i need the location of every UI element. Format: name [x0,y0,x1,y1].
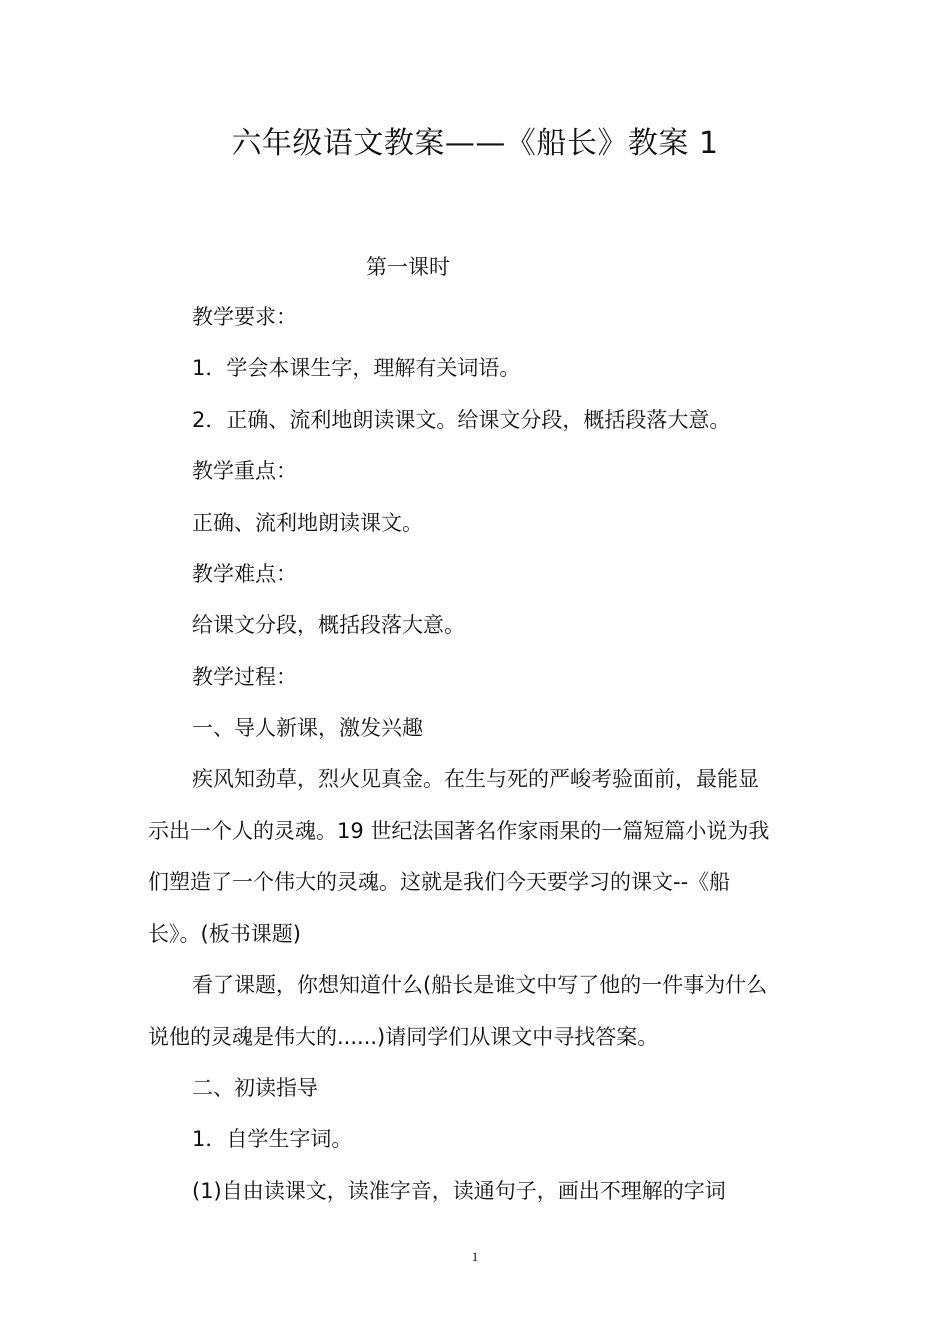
text-line: 教学要求： [192,305,297,329]
text-line: 说他的灵魂是伟大的......)请同学们从课文中寻找答案。 [148,1025,659,1049]
text-line: 长》。(板书课题) [148,922,301,946]
text-line: 2．正确、流利地朗读课文。给课文分段，概括段落大意。 [192,408,731,432]
text-line: 教学过程： [192,665,297,689]
text-line: 教学重点： [192,459,297,483]
page-number: 1 [471,1249,479,1264]
text-line: 正确、流利地朗读课文。 [192,511,423,535]
text-line: 二、初读指导 [192,1076,318,1100]
text-line: 一、导人新课，激发兴趣 [192,716,423,740]
text-line: 示出一个人的灵魂。19 世纪法国著名作家雨果的一篇短篇小说为我 [148,819,770,843]
page-title: 六年级语文教案——《船长》教案 1 [231,126,719,161]
text-line: 1．学会本课生字，理解有关词语。 [192,356,521,380]
text-line: 们塑造了一个伟大的灵魂。这就是我们今天要学习的课文--《船 [148,870,731,894]
lesson-period: 第一课时 [366,255,450,279]
text-line: (1)自由读课文，读准字音，读通句子，画出不理解的字词 [192,1179,726,1203]
text-line: 疾风知劲草，烈火见真金。在生与死的严峻考验面前，最能显 [192,767,759,791]
text-line: 1．自学生字词。 [192,1127,353,1151]
text-line: 看了课题，你想知道什么(船长是谁文中写了他的一件事为什么 [192,973,768,997]
text-line: 教学难点： [192,562,297,586]
text-line: 给课文分段，概括段落大意。 [192,613,465,637]
